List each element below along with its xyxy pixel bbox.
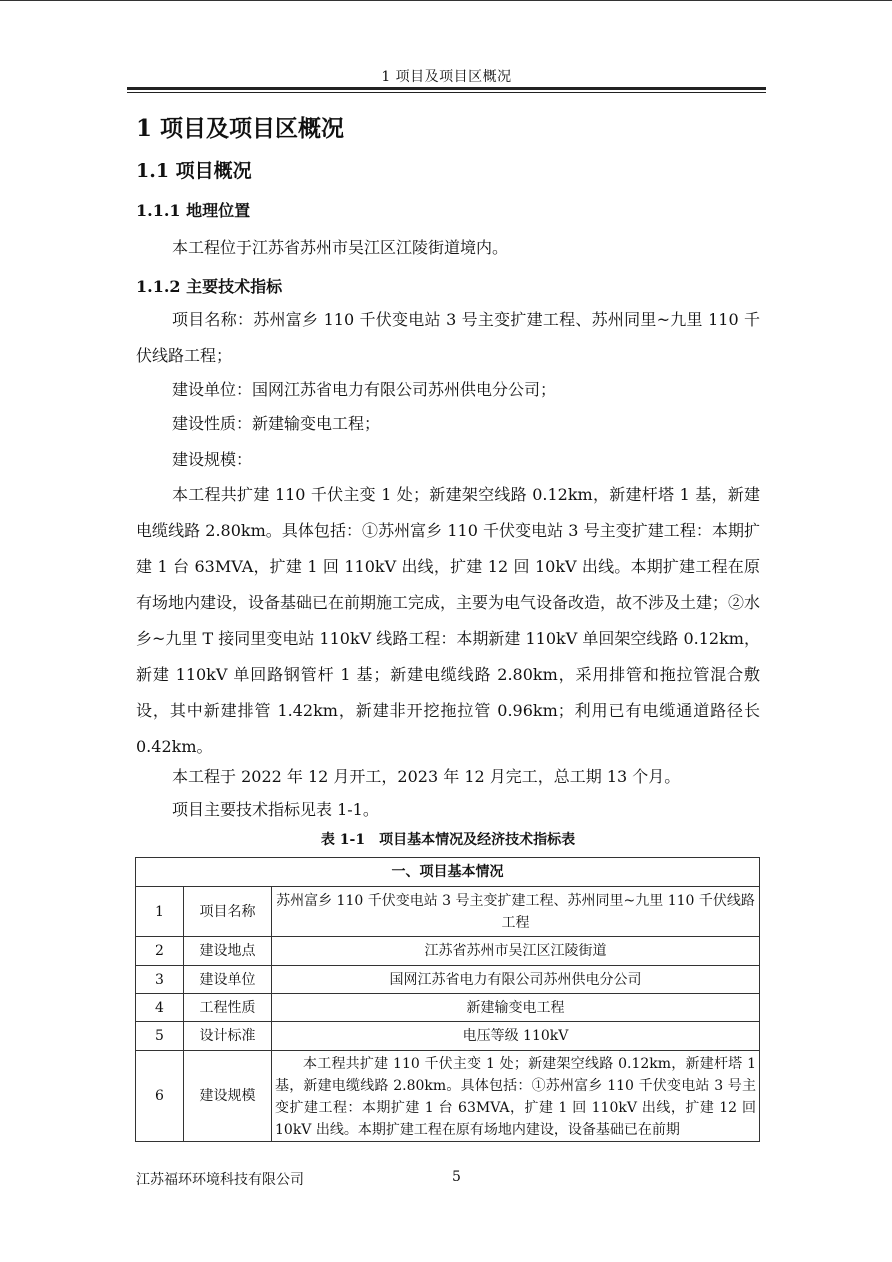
table-row <box>136 887 760 937</box>
page-number: 5 <box>452 1169 461 1185</box>
row-item: 建设规模 <box>184 1051 272 1142</box>
table-row <box>136 1022 760 1051</box>
row-value: 国网江苏省电力有限公司苏州供电分公司 <box>272 966 760 994</box>
table-row <box>136 994 760 1022</box>
row-number: 4 <box>136 994 184 1022</box>
row-item: 建设地点 <box>184 937 272 966</box>
paragraph-construction-unit: 建设单位：国网江苏省电力有限公司苏州供电分公司； <box>172 380 557 399</box>
paragraph-schedule: 本工程于 2022 年 12 月开工，2023 年 12 月完工，总工期 13 个月。 <box>172 767 681 786</box>
paragraph-table-reference: 项目主要技术指标见表 1-1。 <box>172 800 379 819</box>
table-caption: 表 1-1 项目基本情况及经济技术指标表 <box>320 832 576 848</box>
table-section-row <box>136 858 760 887</box>
paragraph-construction-nature: 建设性质：新建输变电工程； <box>172 414 381 433</box>
row-number: 1 <box>136 887 184 937</box>
paragraph-scale: 本工程共扩建 110 千伏主变 1 处；新建架空线路 0.12km，新建杆塔 1 基，新建电缆线路 2.80km。具体包括：①苏州富乡 110 千伏变电站 3 号主变扩建工程：本期扩建 1 台 63MVA，扩建 1 回 110kV 出线，扩建 12 回 10kV 出线。本期扩建工程在原有场地内建设，设备基础已在前期施工完成，主要为电气设备改造，故不涉及土建；②水乡~九里 T 接同里变电站 110kV 线路工程：本期新建 110kV 单回架空线路 0.12km，新建 110kV 单回路钢管杆 1 基；新建电缆线路 2.80km，采用排管和拖拉管混合敷设，其中新建排管 1.42km，新建非开挖拖拉管 0.96km；利用已有电缆通道路径长 0.42km。 <box>136 485 761 756</box>
row-item: 工程性质 <box>184 994 272 1022</box>
paragraph-project-name: 项目名称：苏州富乡 110 千伏变电站 3 号主变扩建工程、苏州同里~九里 110 千伏线路工程； <box>136 310 760 365</box>
row-number: 3 <box>136 966 184 994</box>
paragraph-location: 本工程位于江苏省苏州市吴江区江陵街道境内。 <box>172 238 509 257</box>
section-heading: 1.1 项目概况 <box>136 160 252 182</box>
chapter-heading: 1 项目及项目区概况 <box>136 115 345 142</box>
subsection-heading-location: 1.1.1 地理位置 <box>136 201 251 220</box>
footer-company: 江苏福环环境科技有限公司 <box>136 1172 304 1188</box>
row-item: 建设单位 <box>184 966 272 994</box>
table-section-title: 一、项目基本情况 <box>136 858 760 887</box>
running-header: 1 项目及项目区概况 <box>381 69 512 85</box>
row-item: 项目名称 <box>184 887 272 937</box>
row-item: 设计标准 <box>184 1022 272 1051</box>
row-value: 江苏省苏州市吴江区江陵街道 <box>272 937 760 966</box>
row-number: 6 <box>136 1051 184 1142</box>
subsection-heading-tech: 1.1.2 主要技术指标 <box>136 277 283 296</box>
paragraph-scale-label: 建设规模： <box>172 450 253 469</box>
row-value: 电压等级 110kV <box>272 1022 760 1051</box>
row-value: 本工程共扩建 110 千伏主变 1 处；新建架空线路 0.12km，新建杆塔 1 基，新建电缆线路 2.80km。具体包括：①苏州富乡 110 千伏变电站 3 号主变扩建工程：本期扩建 1 台 63MVA，扩建 1 回 110kV 出线，扩建 12 回 10kV 出线。本期扩建工程在原有场地内建设，设备基础已在前期 <box>272 1051 760 1142</box>
table-row <box>136 1051 760 1142</box>
header-rule-thick <box>127 87 766 90</box>
row-value: 苏州富乡 110 千伏变电站 3 号主变扩建工程、苏州同里~九里 110 千伏线路工程 <box>272 887 760 937</box>
top-border-line <box>0 0 892 1</box>
row-value: 新建输变电工程 <box>272 994 760 1022</box>
table-row <box>136 966 760 994</box>
project-info-table <box>135 857 760 1142</box>
header-rule-thin <box>127 92 766 93</box>
row-number: 5 <box>136 1022 184 1051</box>
table-row <box>136 937 760 966</box>
row-number: 2 <box>136 937 184 966</box>
